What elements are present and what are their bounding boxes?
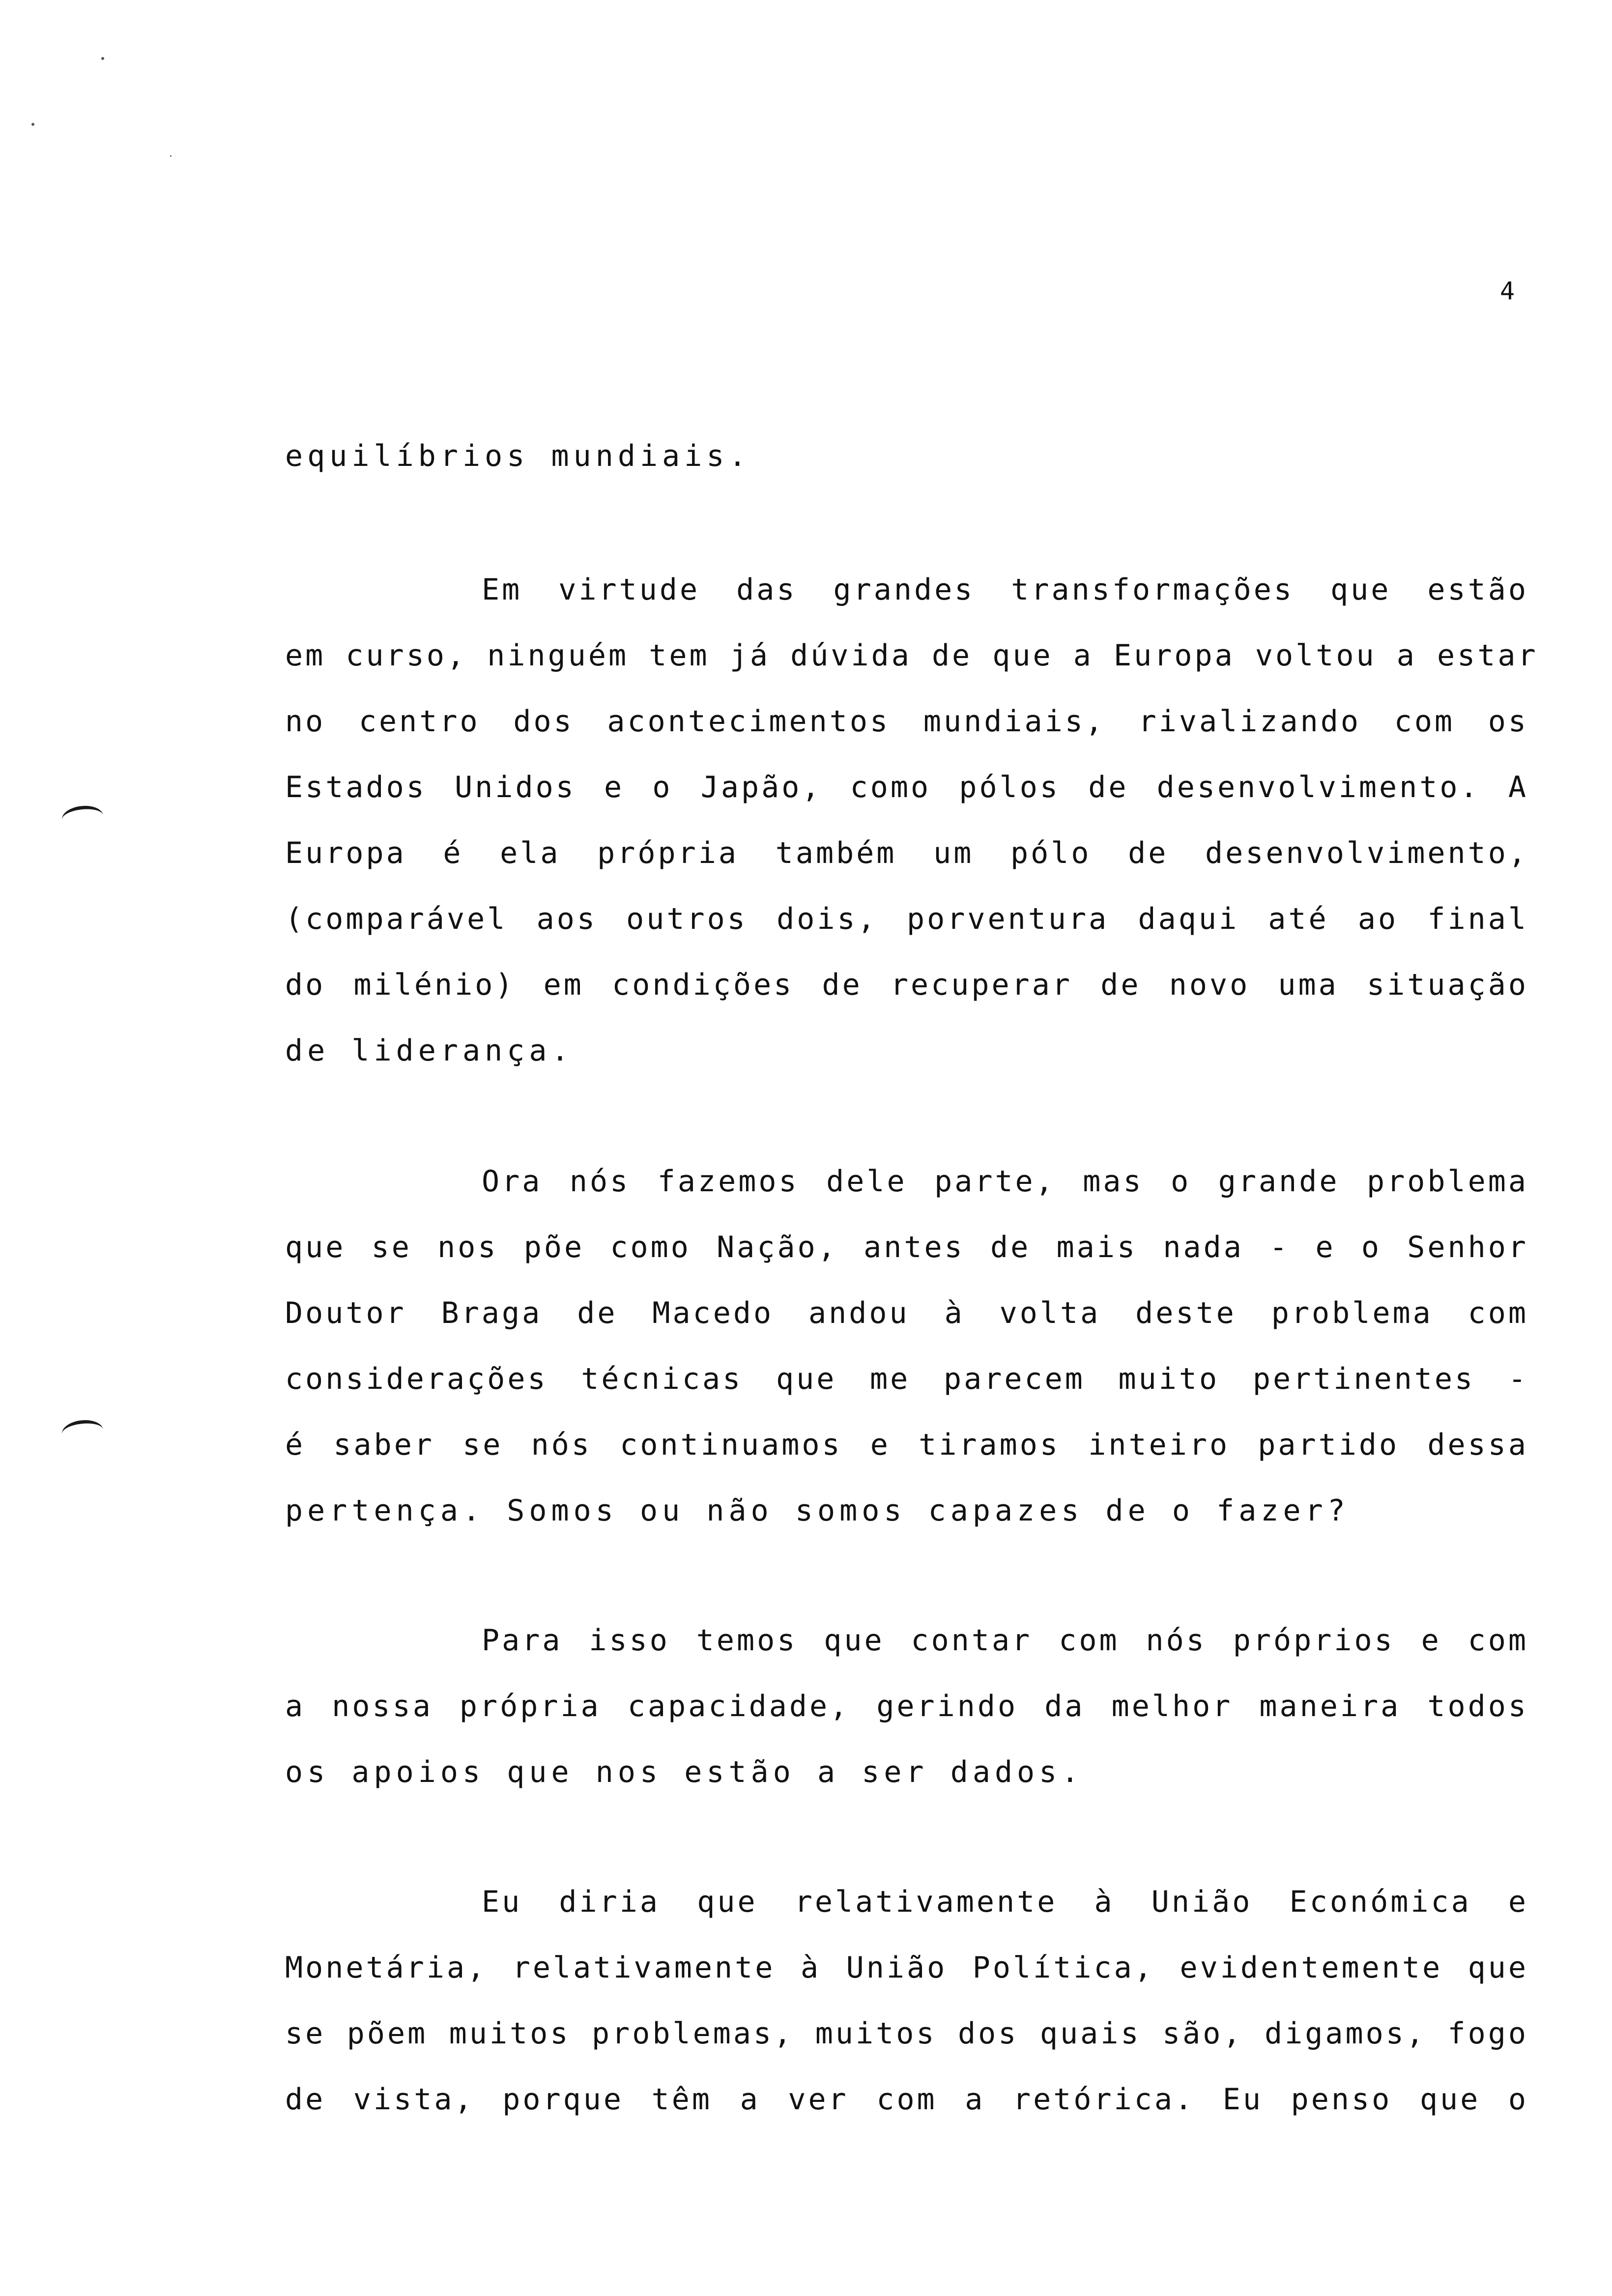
page-number: 4	[1500, 277, 1515, 305]
text-line: Estados Unidos e o Japão, como pólos de desenvolvimento. A	[285, 770, 1528, 804]
text-line: se põem muitos problemas, muitos dos quais são, digamos, fogo	[285, 2016, 1528, 2051]
text-line: pertença. Somos ou não somos capazes de o fazer?	[285, 1493, 1350, 1528]
text-line: equilíbrios mundiais.	[285, 439, 751, 473]
paragraph-first-line: Ora nós fazemos dele parte, mas o grande problema	[482, 1164, 1528, 1199]
text-line: a nossa própria capacidade, gerindo da melhor maneira todos	[285, 1689, 1528, 1723]
text-line: Doutor Braga de Macedo andou à volta deste problema com	[285, 1296, 1528, 1330]
text-line: considerações técnicas que me parecem muito pertinentes -	[285, 1362, 1528, 1396]
paragraph-first-line: Eu diria que relativamente à União Económica e	[482, 1885, 1528, 1919]
text-line: Monetária, relativamente à União Política, evidentemente que	[285, 1951, 1528, 1985]
paragraph-first-line: Em virtude das grandes transformações que estão	[482, 573, 1528, 607]
text-line: os apoios que nos estão a ser dados.	[285, 1755, 1084, 1789]
text-line: Europa é ela própria também um pólo de desenvolvimento,	[285, 836, 1528, 870]
paragraph-first-line: Para isso temos que contar com nós próprios e com	[482, 1623, 1528, 1658]
text-line: (comparável aos outros dois, porventura daqui até ao final	[285, 902, 1528, 936]
scan-speck	[31, 123, 34, 126]
text-line: do milénio) em condições de recuperar de novo uma situação	[285, 968, 1528, 1002]
text-line: que se nos põe como Nação, antes de mais nada - e o Senhor	[285, 1230, 1528, 1264]
text-line: é saber se nós continuamos e tiramos inteiro partido dessa	[285, 1428, 1528, 1462]
scan-speck	[170, 155, 172, 157]
text-line: de vista, porque têm a ver com a retórica. Eu penso que o	[285, 2082, 1528, 2117]
scan-speck	[101, 57, 104, 60]
text-line: em curso, ninguém tem já dúvida de que a Europa voltou a estar	[285, 638, 1538, 673]
text-line: de liderança.	[285, 1033, 574, 1068]
punch-hole-mark	[61, 804, 104, 832]
text-line: no centro dos acontecimentos mundiais, rivalizando com os	[285, 704, 1528, 739]
punch-hole-mark	[61, 1418, 104, 1446]
